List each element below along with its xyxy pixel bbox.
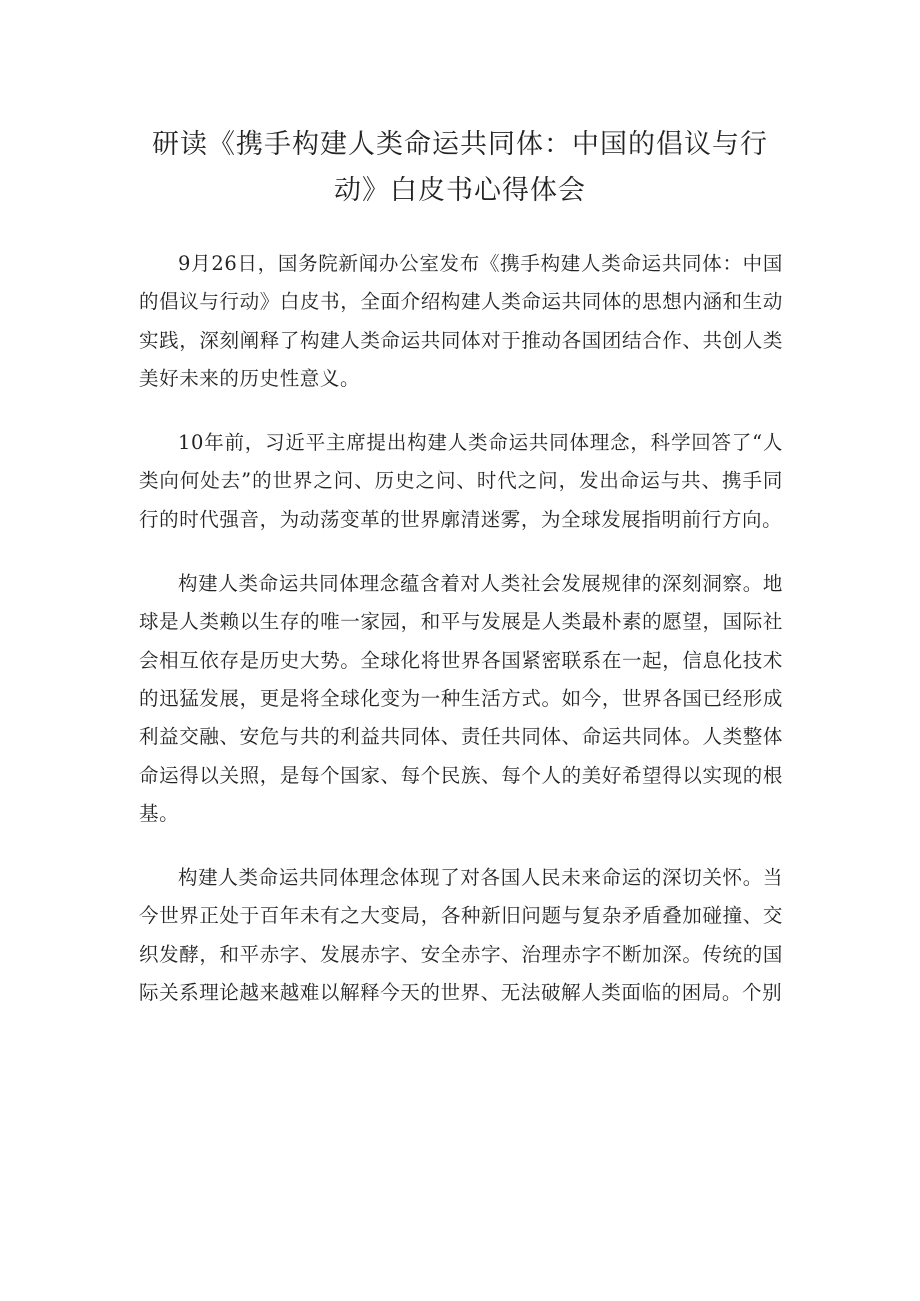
paragraph-4: 构建人类命运共同体理念体现了对各国人民未来命运的深切关怀。当今世界正处于百年未有之大变局，各种新旧问题与复杂矛盾叠加碰撞、交织发酵，和平赤字、发展赤字、安全赤字、治理赤字不断加深。传统的国际关系理论越来越难以解释今天的世界、无法破解人类面临的困局。个别 [139, 866, 783, 1005]
document-title: 研读《携手构建人类命运共同体：中国的倡议与行动》白皮书心得体会 [152, 129, 768, 206]
paragraph-2: 10年前，习近平主席提出构建人类命运共同体理念，科学回答了“人类向何处去”的世界之问、历史之问、时代之问，发出命运与共、携手同行的时代强音，为动荡变革的世界廓清迷雾，为全球发展指明前行方向。 [139, 431, 783, 531]
paragraph-3: 构建人类命运共同体理念蕴含着对人类社会发展规律的深刻洞察。地球是人类赖以生存的唯一家园，和平与发展是人类最朴素的愿望，国际社会相互依存是历史大势。全球化将世界各国紧密联系在一起，信息化技术的迅猛发展，更是将全球化变为一种生活方式。如今，世界各国已经形成利益交融、安危与共的利益共同体、责任共同体、命运共同体。人类整体命运得以关照，是每个国家、每个民族、每个人的美好希望得以实现的根基。 [139, 572, 783, 825]
document-body [139, 245, 783, 1038]
paragraph-1: 9月26日，国务院新闻办公室发布《携手构建人类命运共同体：中国的倡议与行动》白皮书，全面介绍构建人类命运共同体的思想内涵和生动实践，深刻阐释了构建人类命运共同体对于推动各国团结合作、共创人类美好未来的历史性意义。 [139, 252, 783, 390]
